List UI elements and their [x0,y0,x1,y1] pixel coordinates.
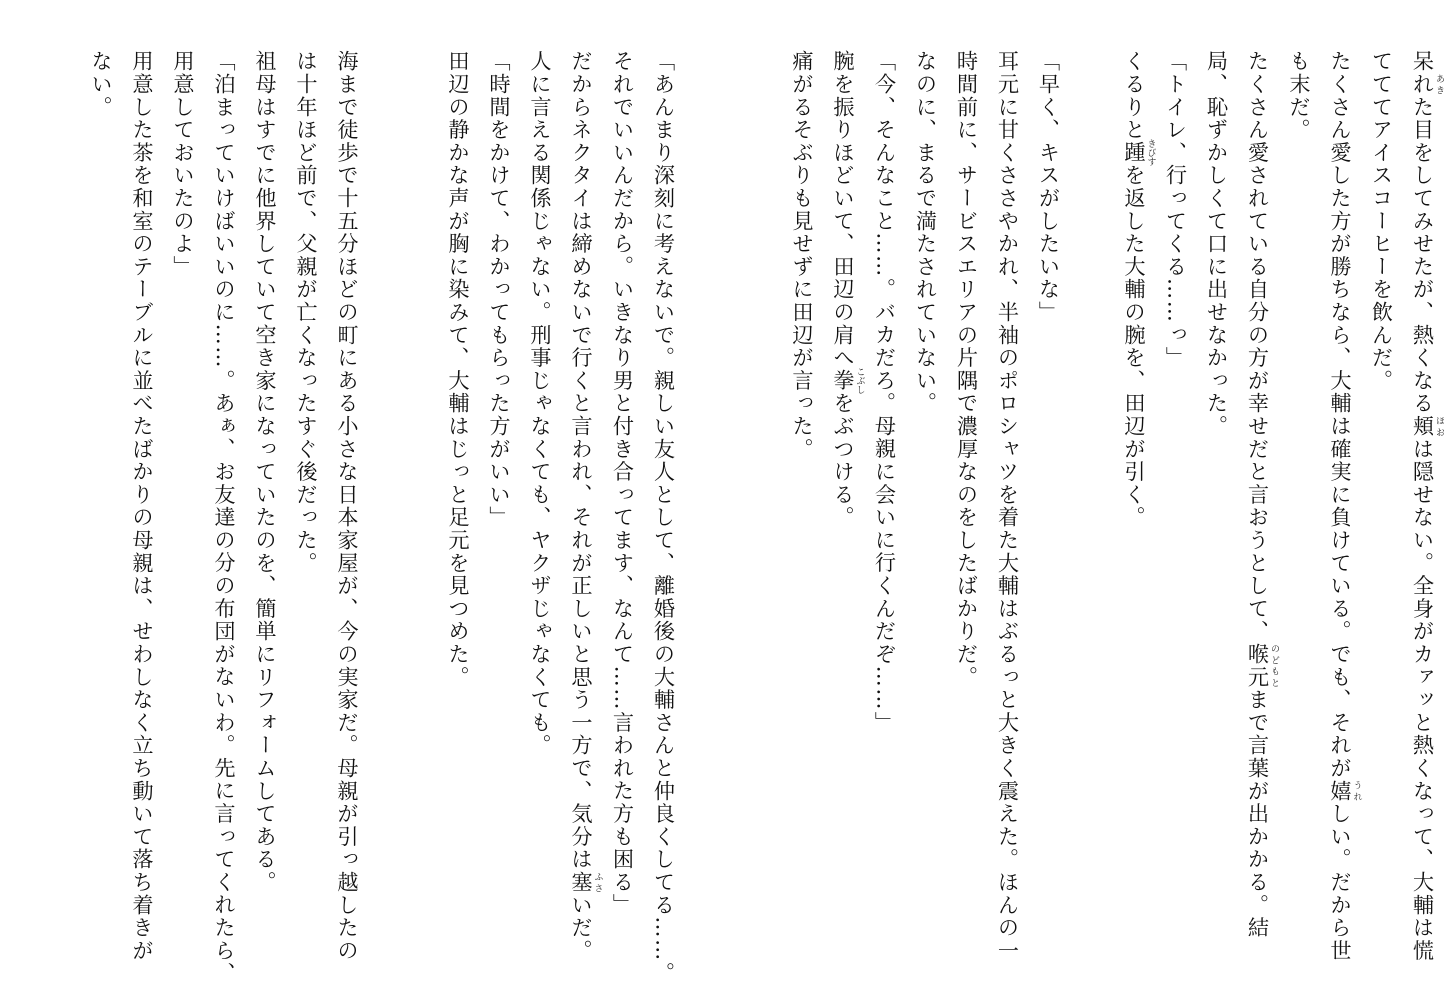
text-block-1 [1114,50,1444,995]
text-line: 「あんまり深刻に考えないで。親しい友人として、離婚後の大輔さんと仲良くしてる……。 [651,50,677,985]
text-line: 用意した茶を和室のテーブルに並べたばかりの母親は、せわしなく立ち動いて落ち着きが [130,50,155,962]
text-line: 「今、そんなこと……。バカだろ。母親に会いに行くんだぞ……」 [872,50,898,734]
text-line: たくさん愛した方が勝ちなら、大輔は確実に負けている。でも、それが嬉うれしい。だから世 [1328,50,1362,963]
text-line: だからネクタイは締めないで行くと言われ、それが正しいと思う一方で、気分は塞ふさいだ。 [569,50,603,963]
text-line: 「泊まっていけばいいのに……。あぁ、お友達の分の布団がないわ。先に言ってくれたら、 [212,50,237,985]
text-line: 腕を振りほどいて、田辺の肩へ拳こぶしをぶつける。 [831,50,865,529]
text-line: 海まで徒歩で十五分ほどの町にある小さな日本家屋が、今の実家だ。母親が引っ越したの [335,50,360,962]
text-line: たくさん愛されている自分の方が幸せだと言おうとして、喉元のどもとまで言葉が出かかる。結 [1245,50,1279,940]
text-line: 人に言える関係じゃない。刑事じゃなくても、ヤクザじゃなくても。 [528,50,553,757]
text-block-3 [438,50,685,995]
text-line: 田辺の静かな声が胸に染みて、大輔はじっと足元を見つめた。 [446,50,471,689]
text-block-4 [81,50,368,995]
text-line: は十年ほど前で、父親が亡くなったすぐ後だった。 [294,50,319,575]
text-line: 「トイレ、行ってくる……っ」 [1163,50,1189,370]
text-line: 祖母はすでに他界していて空き家になっていたのを、簡単にリフォームしてある。 [253,50,278,894]
text-line: 呆れあきた目をしてみせたが、熱くなる頬ほおは隠せない。全身がカァッと熱くなって、大輔は慌 [1410,50,1444,963]
text-line: 耳元に甘くささやかれ、半袖のポロシャツを着た大輔はぶるっと大きく震えた。ほんの一 [995,50,1021,962]
text-line: も末だ。 [1287,50,1312,142]
text-line: ない。 [89,50,114,119]
text-line: なのに、まるで満たされていない。 [913,50,939,415]
text-line: 「早く、キスがしたいな」 [1036,50,1062,324]
text-line: てててアイスコーヒーを飲んだ。 [1369,50,1395,392]
text-line: 「時間をかけて、わかってもらった方がいい」 [487,50,512,529]
text-block-2 [782,50,1070,995]
text-line: それでいいんだから。いきなり男と付き合ってます、なんて……言われた方も困る」 [610,50,636,917]
text-line: 痛がるそぶりも見せずに田辺が言った。 [790,50,815,461]
text-line: 用意しておいたのよ」 [171,50,196,278]
text-line: 時間前に、サービスエリアの片隅で濃厚なのをしたばかりだ。 [954,50,980,689]
text-line: 局、恥ずかしくて口に出せなかった。 [1204,50,1230,438]
text-line: くるりと踵きびすを返した大輔の腕を、田辺が引く。 [1122,50,1156,529]
